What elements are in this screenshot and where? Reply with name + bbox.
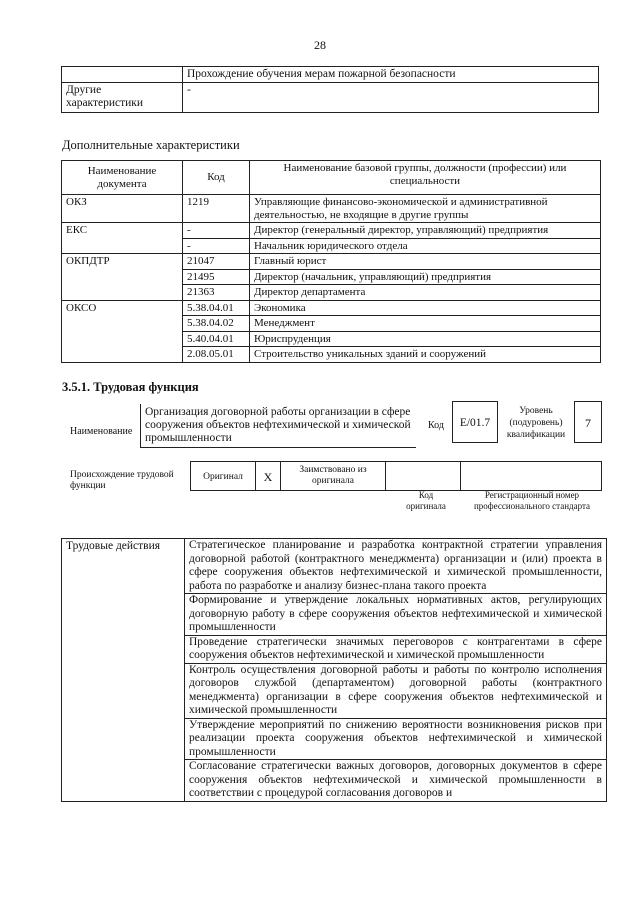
eks-doc: ЕКС <box>62 223 183 254</box>
reg-number-box <box>460 461 602 491</box>
level-label: Уровень (подуровень) квалификации <box>506 406 566 440</box>
other-characteristics-value: - <box>183 83 599 113</box>
eks-code: - <box>183 238 250 254</box>
okso-code: 5.38.04.01 <box>183 300 250 316</box>
eks-name: Директор (генеральный директор, управляющий) предприятия <box>250 223 601 239</box>
okso-code: 5.38.04.02 <box>183 316 250 332</box>
okpdtr-name: Главный юрист <box>250 254 601 270</box>
labor-action-item: Стратегическое планирование и разработка контрактной стратегии управления договорной работой (контрактного менеджмента) организации и (или) проекта в сфере сооружения объектов нефтехимической и химической промышленности, работа по разработке и анализу бизнес-плана такого проекта <box>189 539 602 592</box>
okso-code: 2.08.05.01 <box>183 347 250 363</box>
header-code: Код <box>183 161 250 195</box>
okpdtr-code: 21363 <box>183 285 250 301</box>
fire-safety-cell: Прохождение обучения мерам пожарной безопасности <box>183 67 599 83</box>
labor-action-item: Проведение стратегически значимых переговоров с контрагентами в сфере сооружения объектов нефтехимической и химической промышленности <box>185 635 606 663</box>
eks-name: Начальник юридического отдела <box>250 238 601 254</box>
okso-name: Менеджмент <box>250 316 601 332</box>
original-label-box: Оригинал <box>190 461 256 491</box>
okso-name: Юриспруденция <box>250 331 601 347</box>
additional-characteristics-title: Дополнительные характеристики <box>62 138 240 152</box>
header-doc: Наименование документа <box>62 161 183 195</box>
name-label: Наименование <box>70 426 133 437</box>
okz-code: 1219 <box>183 195 250 223</box>
additional-characteristics-table <box>61 160 601 363</box>
okso-code: 5.40.04.01 <box>183 331 250 347</box>
okpdtr-doc: ОКПДТР <box>62 254 183 301</box>
labor-action-item: Формирование и утверждение локальных нормативных актов, регулирующих договорную работу в сфере сооружения объектов нефтехимической и химической промышленности <box>185 593 606 635</box>
reg-number-caption: Регистрационный номер профессионального стандарта <box>473 490 591 511</box>
okz-doc: ОКЗ <box>62 195 183 223</box>
code-value-box: E/01.7 <box>452 401 498 443</box>
okpdtr-name: Директор (начальник, управляющий) предприятия <box>250 269 601 285</box>
function-name-box: Организация договорной работы организации в сфере сооружения объектов нефтехимической и химической промышленности <box>140 404 416 448</box>
okpdtr-name: Директор департамента <box>250 285 601 301</box>
code-label: Код <box>428 420 444 431</box>
labor-actions-table <box>61 538 607 802</box>
okso-name: Экономика <box>250 300 601 316</box>
okz-name: Управляющие финансово-экономической и административной деятельностью, не входящие в другие группы <box>250 195 601 223</box>
other-characteristics-label: Другие характеристики <box>62 83 183 113</box>
labor-actions-label: Трудовые действия <box>62 539 185 802</box>
labor-action-item: Утверждение мероприятий по снижению вероятности возникновения рисков при реализации проекта сооружения объектов нефтехимической и химической промышленности <box>185 718 606 760</box>
page-number: 28 <box>314 38 326 52</box>
labor-function-heading: 3.5.1. Трудовая функция <box>62 380 199 394</box>
origin-label: Происхождение трудовой функции <box>70 470 174 491</box>
original-mark-box: X <box>255 461 281 491</box>
okpdtr-code: 21047 <box>183 254 250 270</box>
header-name: Наименование базовой группы, должности (профессии) или специальности <box>250 161 601 195</box>
labor-action-item: Контроль осуществления договорной работы и работы по контролю исполнения договоров службой (департаментом) договорной работы (контрактного менеджмента) организации в сфере сооружения объектов нефтехимической и химической промышленности <box>185 663 606 718</box>
code-original-box <box>385 461 461 491</box>
okpdtr-code: 21495 <box>183 269 250 285</box>
okso-doc: ОКСО <box>62 300 183 362</box>
borrowed-label-box: Заимствовано из оригинала <box>280 461 386 491</box>
eks-code: - <box>183 223 250 239</box>
okso-name: Строительство уникальных зданий и сооружений <box>250 347 601 363</box>
code-original-caption: Код оригинала <box>406 490 446 511</box>
other-characteristics-table <box>61 66 599 113</box>
level-value-box: 7 <box>574 401 602 443</box>
labor-action-item: Согласование стратегически важных договоров, договорных документов в сфере сооружения объектов нефтехимической и химической промышленности в соответствии с процедурой согласования договоров и <box>185 759 606 801</box>
